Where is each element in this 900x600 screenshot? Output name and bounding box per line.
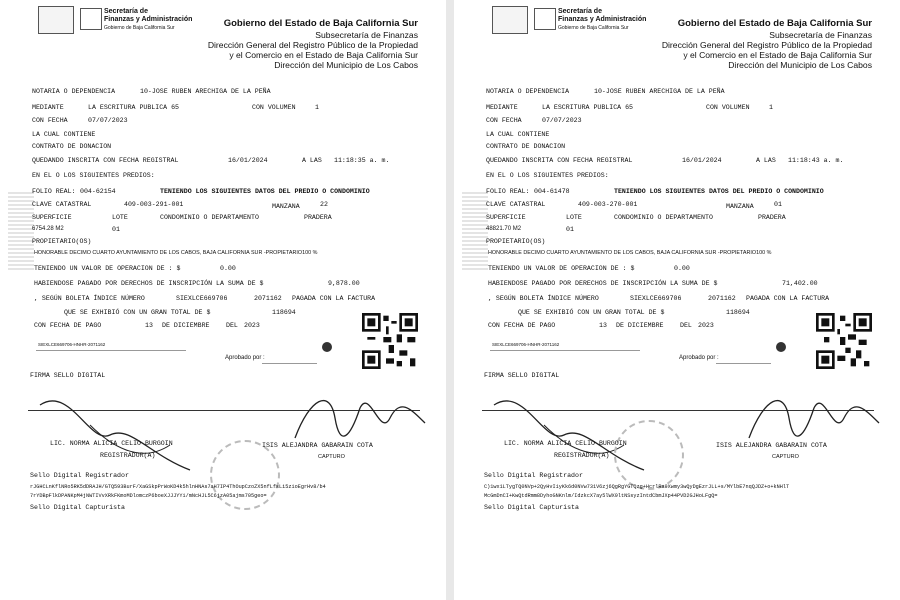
secretaria-text — [558, 8, 646, 32]
quedando-label: QUEDANDO INSCRITA CON FECHA REGISTRAL — [32, 157, 179, 164]
clave-value: 409-003-270-001 — [578, 201, 638, 208]
manzana-label: MANZANA — [272, 203, 300, 210]
contrato-value: CONTRATO DE DONACION — [32, 143, 112, 150]
capturo-title: CAPTURO — [772, 454, 799, 460]
direccion-line2: y el Comercio en el Estado de Baja California Sur — [683, 50, 872, 60]
factura-value: 2071162 — [708, 295, 736, 302]
contrato-value: CONTRATO DE DONACION — [486, 143, 566, 150]
mes-pago-value: DE DICIEMBRE — [616, 322, 664, 329]
derechos-value: 9,878.00 — [328, 280, 360, 287]
secretaria-text — [104, 8, 192, 32]
secretaria-logo — [534, 8, 556, 30]
manzana-value: 22 — [320, 201, 328, 208]
pradera-label: PRADERA — [758, 214, 786, 221]
ref-value: SIEXLCE669706-HNHR-2071162 — [492, 342, 560, 347]
notaria-label: NOTARIA O DEPENDENCIA — [32, 88, 116, 95]
factura-value: 2071162 — [254, 295, 282, 302]
habiendose-label: HABIENDOSE PAGADO POR DERECHOS DE INSCRIPCIÓN LA SUMA DE $ — [488, 280, 718, 287]
ref-value: SIEXLCE669706-HNHR-2071162 — [38, 342, 106, 347]
notaria-label: NOTARIA O DEPENDENCIA — [486, 88, 570, 95]
derechos-value: 71,402.00 — [782, 280, 818, 287]
direccion-line3: Dirección del Municipio de Los Cabos — [274, 60, 418, 70]
folio-label: FOLIO REAL: — [32, 188, 76, 195]
sello-registrador-value: rJGHCLnKflNRo5RK5dDRAJH/GTQ593BurF/XaGSkpPrWoKD4k5hlnHNAs7aH7IP4ThOupCzoZX5nfLfsLi5zioEgrHv8/b4 — [30, 484, 326, 490]
fecha-value: 07/07/2023 — [542, 117, 582, 124]
boleta-value: SIEXLCE669706 — [176, 295, 228, 302]
document-page-left — [0, 0, 446, 600]
habiendose-label: HABIENDOSE PAGADO POR DERECHOS DE INSCRIPCIÓN LA SUMA DE $ — [34, 280, 264, 287]
registrador-title: REGISTRADOR(A) — [100, 452, 156, 459]
dia-pago-value: 13 — [145, 322, 153, 329]
pagada-factura-label: PAGADA CON LA FACTURA — [746, 295, 830, 302]
qr-code — [362, 313, 418, 369]
firma-label: FIRMA SELLO DIGITAL — [484, 372, 560, 379]
secretaria-line3: Gobierno de Baja California Sur — [104, 25, 175, 31]
subsecretaria: Subsecretaría de Finanzas — [769, 30, 872, 40]
registrador-signature — [30, 385, 200, 475]
fecha-label: CON FECHA — [32, 117, 68, 124]
secretaria-line1: Secretaría de — [558, 8, 602, 15]
manzana-label: MANZANA — [726, 203, 754, 210]
del-label: DEL — [226, 322, 238, 329]
secretaria-line3: Gobierno de Baja California Sur — [558, 25, 629, 31]
folio-value: 004-61478 — [534, 188, 570, 195]
predios-label: EN EL O LOS SIGUIENTES PREDIOS: — [486, 172, 609, 179]
document-page-right — [454, 0, 900, 600]
capturo-name: ISIS ALEJANDRA GABARAIN COTA — [716, 442, 827, 449]
secretaria-line2: Finanzas y Administración — [558, 16, 647, 23]
capturo-signature — [290, 378, 430, 448]
superficie-value: 48821.70 M2 — [486, 226, 522, 232]
teniendo-datos-label: TENIENDO LOS SIGUIENTES DATOS DEL PREDIO O CONDOMINIO — [614, 188, 824, 195]
superficie-value: 6754.28 M2 — [32, 226, 64, 232]
gobierno-title: Gobierno del Estado de Baja California Sur — [223, 18, 418, 29]
qr-code — [816, 313, 872, 369]
official-seal-stamp — [614, 420, 684, 490]
registrador-name: LIC. NORMA ALICIA CELIO BURGOIN — [504, 440, 627, 447]
aprobado-label: Aprobado por : — [225, 355, 265, 361]
lote-value: 01 — [566, 226, 574, 233]
ref-underline — [490, 350, 640, 351]
notaria-value: 10-JOSE RUBEN ARECHIGA DE LA PEÑA — [140, 88, 271, 95]
sello-registrador-label: Sello Digital Registrador — [30, 472, 129, 479]
direccion-line1: Dirección General del Registro Público de la Propiedad — [207, 40, 418, 50]
anio-pago-value: 2023 — [244, 322, 260, 329]
la-cual-contiene: LA CUAL CONTIENE — [32, 131, 96, 138]
holographic-dot-icon — [322, 342, 332, 352]
segun-boleta-label: , SEGÚN BOLETA ÍNDICE NÚMERO — [488, 295, 599, 302]
capturo-name: ISIS ALEJANDRA GABARAIN COTA — [262, 442, 373, 449]
secretaria-line2: Finanzas y Administración — [104, 16, 193, 23]
la-cual-contiene: LA CUAL CONTIENE — [486, 131, 550, 138]
state-coat-of-arms-logo — [492, 6, 528, 34]
condominio-label: CONDOMINIO O DEPARTAMENTO — [160, 214, 259, 221]
valor-value: 0.00 — [674, 265, 690, 272]
que-se-exhibio-label: QUE SE EXHIBIÓ CON UN GRAN TOTAL DE $ — [64, 309, 211, 316]
official-seal-stamp — [210, 440, 280, 510]
secretaria-logo — [80, 8, 102, 30]
superficie-label: SUPERFICIE — [486, 214, 526, 221]
folio-value: 004-62154 — [80, 188, 116, 195]
fecha-registral-value: 16/01/2024 — [682, 157, 722, 164]
dia-pago-value: 13 — [599, 322, 607, 329]
notaria-value: 10-JOSE RUBEN ARECHIGA DE LA PEÑA — [594, 88, 725, 95]
mediante-value: LA ESCRITURA PUBLICA 65 — [88, 104, 180, 111]
registrador-name: LIC. NORMA ALICIA CELIO BURGOIN — [50, 440, 173, 447]
holographic-dot-icon — [776, 342, 786, 352]
mediante-label: MEDIANTE — [32, 104, 64, 111]
que-se-exhibio-label: QUE SE EXHIBIÓ CON UN GRAN TOTAL DE $ — [518, 309, 665, 316]
clave-label: CLAVE CATASTRAL — [32, 201, 92, 208]
a-las-label: A LAS — [756, 157, 776, 164]
qr-code-graphic — [816, 313, 872, 369]
hora-value: 11:18:43 a. m. — [788, 157, 844, 164]
teniendo-datos-label: TENIENDO LOS SIGUIENTES DATOS DEL PREDIO O CONDOMINIO — [160, 188, 370, 195]
total-value: 118694 — [726, 309, 750, 316]
sello-registrador-label: Sello Digital Registrador — [484, 472, 583, 479]
valor-label: TENIENDO UN VALOR DE OPERACION DE : $ — [34, 265, 181, 272]
del-label: DEL — [680, 322, 692, 329]
clave-value: 409-003-291-001 — [124, 201, 184, 208]
mediante-label: MEDIANTE — [486, 104, 518, 111]
superficie-label: SUPERFICIE — [32, 214, 72, 221]
sello-registrador-value: C)1wx1LTygTQ0NVp+2QyHvIiyKk6d0NVw731V6zj6QgRgYGTQzg+HcrlRa9Xwmy3wQyDgEzrJLL+s/MYlbE7nqQJDZ+o+kNHlT — [484, 484, 790, 490]
clave-label: CLAVE CATASTRAL — [486, 201, 546, 208]
pradera-label: PRADERA — [304, 214, 332, 221]
mediante-value: LA ESCRITURA PUBLICA 65 — [542, 104, 634, 111]
a-las-label: A LAS — [302, 157, 322, 164]
lote-label: LOTE — [112, 214, 128, 221]
direccion-line3: Dirección del Municipio de Los Cabos — [728, 60, 872, 70]
pagada-factura-label: PAGADA CON LA FACTURA — [292, 295, 376, 302]
gobierno-title: Gobierno del Estado de Baja California Sur — [677, 18, 872, 29]
state-coat-of-arms-logo — [38, 6, 74, 34]
mes-pago-value: DE DICIEMBRE — [162, 322, 210, 329]
capturo-signature — [744, 378, 884, 448]
boleta-value: SIEXLCE669706 — [630, 295, 682, 302]
fecha-pago-label: CON FECHA DE PAGO — [34, 322, 102, 329]
sello-capturista-label: Sello Digital Capturista — [484, 504, 579, 511]
hora-value: 11:18:35 a. m. — [334, 157, 390, 164]
valor-label: TENIENDO UN VALOR DE OPERACION DE : $ — [488, 265, 635, 272]
fecha-value: 07/07/2023 — [88, 117, 128, 124]
lote-label: LOTE — [566, 214, 582, 221]
side-stamp — [462, 190, 488, 270]
sello-registrador-value-2: McGmDnCI+KwQtdRmm8DyhoGNKnlm/IdzkcX7ay5lWX9ltNSsyzIntdCbmJXp44PVD2GJHoLFgQ= — [484, 493, 718, 499]
condominio-label: CONDOMINIO O DEPARTAMENTO — [614, 214, 713, 221]
sello-capturista-label: Sello Digital Capturista — [30, 504, 125, 511]
fecha-registral-value: 16/01/2024 — [228, 157, 268, 164]
firma-label: FIRMA SELLO DIGITAL — [30, 372, 106, 379]
fecha-pago-label: CON FECHA DE PAGO — [488, 322, 556, 329]
direccion-line2: y el Comercio en el Estado de Baja California Sur — [229, 50, 418, 60]
volumen-value: 1 — [315, 104, 319, 111]
quedando-label: QUEDANDO INSCRITA CON FECHA REGISTRAL — [486, 157, 633, 164]
aprobado-line — [262, 363, 317, 364]
ref-underline — [36, 350, 186, 351]
predios-label: EN EL O LOS SIGUIENTES PREDIOS: — [32, 172, 155, 179]
aprobado-line — [716, 363, 771, 364]
side-stamp — [8, 190, 34, 270]
volumen-label: CON VOLUMEN — [252, 104, 296, 111]
propietario-value: HONORABLE DECIMO CUARTO AYUNTAMIENTO DE LOS CABOS, BAJA CALIFORNIA SUR -PROPIETARIO100 % — [488, 250, 772, 256]
total-value: 118694 — [272, 309, 296, 316]
lote-value: 01 — [112, 226, 120, 233]
manzana-value: 01 — [774, 201, 782, 208]
segun-boleta-label: , SEGÚN BOLETA ÍNDICE NÚMERO — [34, 295, 145, 302]
subsecretaria: Subsecretaría de Finanzas — [315, 30, 418, 40]
capturo-title: CAPTURO — [318, 454, 345, 460]
valor-value: 0.00 — [220, 265, 236, 272]
direccion-line1: Dirección General del Registro Público de la Propiedad — [661, 40, 872, 50]
sello-registrador-value-2: 7rYDBpFlkDPANKpM4jNWTIVvXRkFKmoMDlomczP6boeXJJJYYi/mNcHJL5C6jzA05ajms705geo= — [30, 493, 267, 499]
propietarios-label: PROPIETARIO(OS) — [486, 238, 546, 245]
volumen-label: CON VOLUMEN — [706, 104, 750, 111]
folio-label: FOLIO REAL: — [486, 188, 530, 195]
registrador-title: REGISTRADOR(A) — [554, 452, 610, 459]
aprobado-label: Aprobado por : — [679, 355, 719, 361]
secretaria-line1: Secretaría de — [104, 8, 148, 15]
volumen-value: 1 — [769, 104, 773, 111]
propietarios-label: PROPIETARIO(OS) — [32, 238, 92, 245]
fecha-label: CON FECHA — [486, 117, 522, 124]
anio-pago-value: 2023 — [698, 322, 714, 329]
qr-code-graphic — [362, 313, 418, 369]
propietario-value: HONORABLE DECIMO CUARTO AYUNTAMIENTO DE LOS CABOS, BAJA CALIFORNIA SUR -PROPIETARIO100 % — [34, 250, 318, 256]
